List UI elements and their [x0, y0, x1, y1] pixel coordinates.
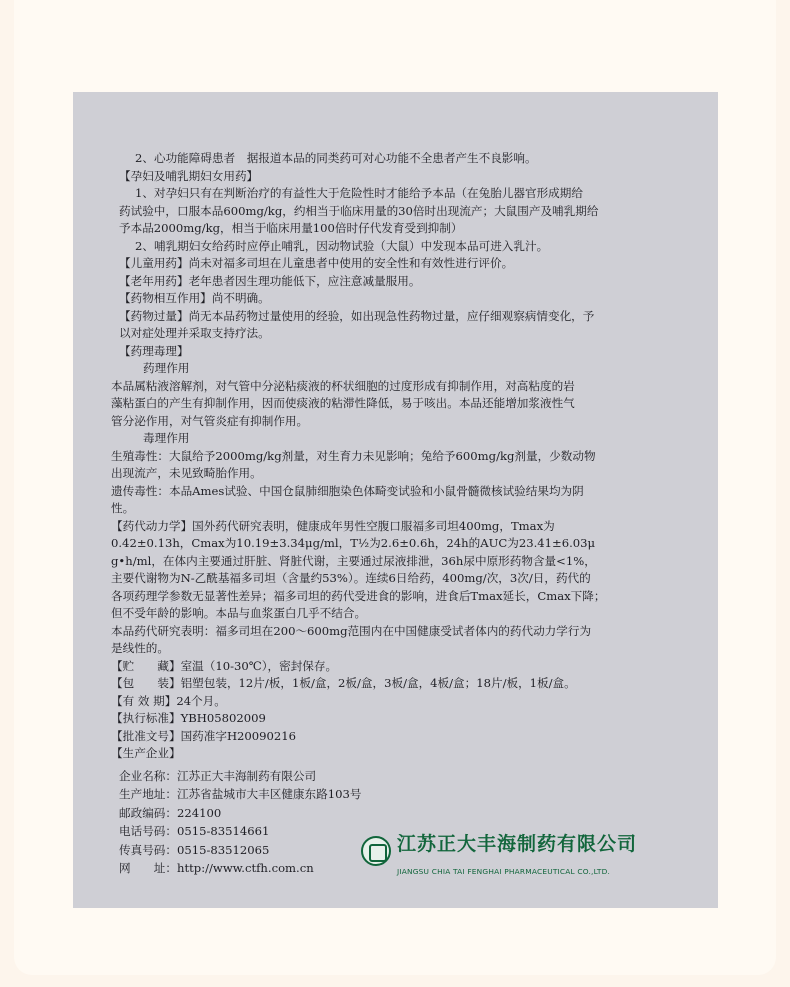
address-label: 生产地址：	[119, 787, 177, 801]
section-pregnancy: 【孕妇及哺乳期妇女用药】	[119, 168, 259, 183]
pharmacokinetics-line-7: 本品药代研究表明：福多司坦在200～600mg范围内在中国健康受试者体内的药代动力学行为	[111, 623, 592, 638]
section-children: 【儿童用药】尚未对福多司坦在儿童患者中使用的安全性和有效性进行评价。	[119, 256, 514, 270]
postcode-label: 邮政编码：	[119, 805, 177, 820]
section-pharmacology: 【药理毒理】	[119, 343, 189, 358]
company-name-row	[119, 767, 692, 786]
pregnancy-line-1: 1、对孕妇只有在判断治疗的有益性大于危险性时才能给予本品（在兔胎儿器官形成期给	[135, 186, 583, 200]
company-name-value: 江苏正大丰海制药有限公司	[176, 768, 317, 783]
subheading-pharmacology: 药理作用	[143, 361, 190, 375]
website-value: http://www.ctfh.com.cn	[176, 861, 314, 875]
phone-value: 0515-83514661	[176, 824, 270, 838]
lactation-line: 2、哺乳期妇女给药时应停止哺乳，因动物试验（大鼠）中发现本品可进入乳汁。	[135, 238, 549, 253]
company-name-label: 企业名称：	[119, 768, 177, 783]
section-elderly: 【老年用药】老年患者因生理功能低下，应注意减量服用。	[119, 273, 421, 288]
phone-label: 电话号码：	[119, 824, 177, 838]
section-manufacturer: 【生产企业】	[111, 746, 181, 760]
subheading-toxicology: 毒理作用	[143, 431, 190, 445]
postcode-value: 224100	[176, 805, 222, 820]
website-label: 网 址：	[119, 861, 177, 875]
pharmacokinetics-line-5: 各项药理学参数无显著性差异；福多司坦的药代受进食的影响，进食后Tmax延长，Cmax下降；	[111, 588, 606, 603]
reproductive-toxicity-line-1: 生殖毒性：大鼠给予2000mg/kg剂量，对生育力未见影响；兔给予600mg/kg剂量，少数动物	[111, 448, 596, 463]
pharmacology-line-3: 管分泌作用，对气管炎症有抑制作用。	[111, 413, 309, 428]
genetic-toxicity-line-2: 性。	[111, 501, 135, 515]
fax-value: 0515-83512065	[176, 842, 270, 857]
section-standard: 【执行标准】YBH05802009	[111, 711, 266, 725]
company-logo-name-en: JIANGSU CHIA TAI FENGHAI PHARMACEUTICAL CO.,LTD.	[397, 867, 611, 876]
package-insert-paper	[73, 92, 718, 908]
overdose-line-2: 以对症处理并采取支持疗法。	[119, 326, 270, 340]
section-pharmacokinetics: 【药代动力学】国外药代研究表明，健康成年男性空腹口服福多司坦400mg，Tmax为	[111, 518, 555, 533]
postcode-row	[119, 804, 692, 823]
pregnancy-line-3: 予本品2000mg/kg，相当于临床用量100倍时仔代发育受到抑制）	[119, 221, 463, 235]
fax-label: 传真号码：	[119, 842, 177, 857]
section-interactions: 【药物相互作用】尚不明确。	[119, 291, 270, 305]
reproductive-toxicity-line-2: 出现流产，未见致畸胎作用。	[111, 466, 262, 480]
company-emblem-icon	[361, 836, 391, 866]
pharmacokinetics-line-3: g•h/ml，在体内主要通过肝脏、肾脏代谢，主要通过尿液排泄，36h尿中原形药物含量<1%，	[111, 553, 596, 568]
pharmacokinetics-line-4: 主要代谢物为N-乙酰基福多司坦（含量约53%）。连续6日给药，400mg/次，3次/日，药代的	[111, 571, 591, 585]
section-storage: 【贮 藏】室温（10-30℃），密封保存。	[111, 658, 338, 673]
pharmacokinetics-line-2: 0.42±0.13h，Cmax为10.19±3.34μg/ml，T½为2.6±0.6h，24h的AUC为23.41±6.03μ	[111, 536, 596, 550]
address-value: 江苏省盐城市大丰区健康东路103号	[176, 787, 362, 801]
pharmacology-line-2: 藻粘蛋白的产生有抑制作用，因而使痰液的粘滞性降低，易于咳出。本品还能增加浆液性气	[111, 396, 575, 410]
pharmacology-line-1: 本品属粘液溶解剂，对气管中分泌粘痰液的杯状细胞的过度形成有抑制作用，对高粘度的岩	[111, 378, 575, 393]
section-packaging: 【包 装】铝塑包装，12片/板，1板/盒，2板/盒，3板/盒，4板/盒；18片/板，1板/盒。	[111, 676, 576, 690]
heart-dysfunction-line: 2、心功能障碍患者 据报道本品的同类药可对心功能不全患者产生不良影响。	[135, 151, 537, 165]
pharmacokinetics-line-8: 是线性的。	[111, 641, 169, 655]
pregnancy-line-2: 药试验中，口服本品600mg/kg，约相当于临床用量的30倍时出现流产；大鼠围产及哺乳期给	[119, 203, 599, 218]
company-logo	[361, 833, 701, 876]
section-overdose: 【药物过量】尚无本品药物过量使用的经验，如出现急性药物过量，应仔细观察病情变化，予	[119, 308, 595, 323]
address-row	[119, 785, 692, 804]
company-logo-name-cn: 江苏正大丰海制药有限公司	[397, 833, 638, 855]
genetic-toxicity-line-1: 遗传毒性：本品Ames试验、中国仓鼠肺细胞染色体畸变试验和小鼠骨髓微核试验结果均为阴	[111, 483, 584, 498]
section-shelf-life: 【有 效 期】24个月。	[111, 693, 226, 708]
pharmacokinetics-line-6: 但不受年龄的影响。本品与血浆蛋白几乎不结合。	[111, 606, 367, 620]
section-approval-number: 【批准文号】国药准字H20090216	[111, 728, 297, 743]
